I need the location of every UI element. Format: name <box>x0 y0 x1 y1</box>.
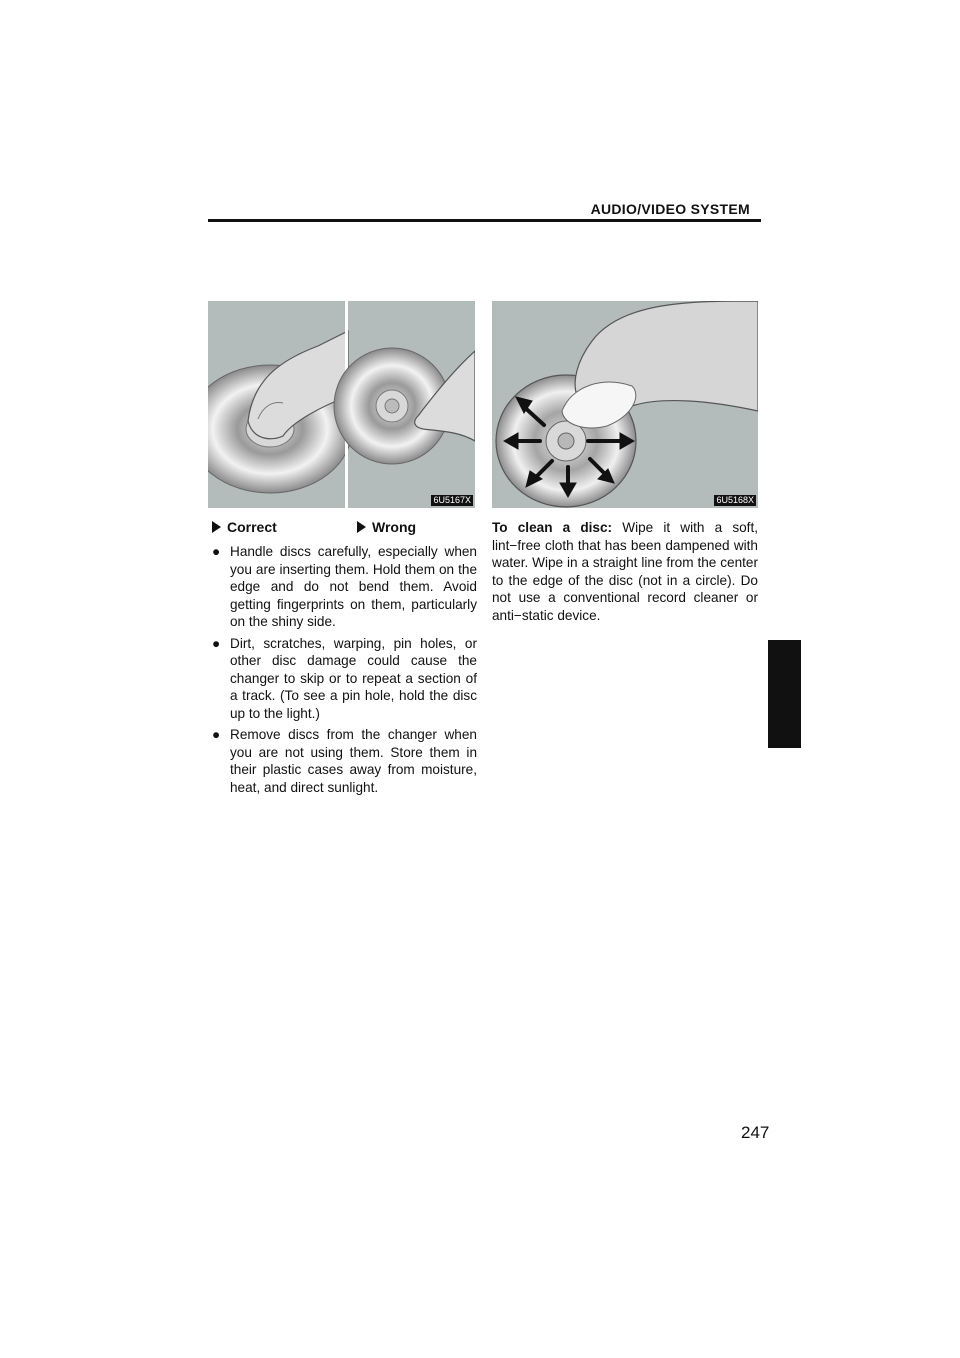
bullet-icon: ● <box>212 635 221 651</box>
list-item: ● Handle discs carefully, especially when you are inserting them. Hold them on the edge and do not bend them. Avoid getting fingerprints on them, particularly on the shiny side. <box>212 544 477 629</box>
cleaning-text: Wipe it with a soft, lint−free cloth that has been dampened with water. Wipe in a straight line from the center to the edge of the disc (not in a circle). Do not use a conventional record cleaner or anti−static device. <box>492 520 759 623</box>
list-item: ● Remove discs from the changer when you are not using them. Store them in their plastic cases away from moisture, heat, and direct sunlight. <box>212 727 477 795</box>
list-item: ● Dirt, scratches, warping, pin holes, or other disc damage could cause the changer to skip or to repeat a section of a track. (To see a pin hole, hold the disc up to the light.) <box>212 635 477 721</box>
handling-bullet-list <box>212 543 477 800</box>
bullet-icon: ● <box>212 727 221 742</box>
right-triangle-icon <box>212 521 221 533</box>
wrong-panel <box>334 348 475 464</box>
figure-disc-handling <box>208 301 475 508</box>
bullet-icon: ● <box>212 544 221 559</box>
figure-code-left: 6U5167X <box>433 495 471 505</box>
caption-wrong: Wrong <box>357 519 416 535</box>
cleaning-heading: To clean a disc: <box>492 520 613 535</box>
caption-correct: Correct <box>212 519 277 535</box>
section-side-tab <box>768 640 801 748</box>
cleaning-paragraph <box>492 519 758 624</box>
figure-code-right: 6U5168X <box>716 495 754 505</box>
page-number: 247 <box>741 1123 770 1142</box>
header-rule <box>208 219 761 222</box>
header-section-title: AUDIO/VIDEO SYSTEM <box>590 201 750 217</box>
correct-panel <box>208 331 352 493</box>
right-triangle-icon <box>357 521 366 533</box>
figure-disc-cleaning <box>492 301 758 508</box>
